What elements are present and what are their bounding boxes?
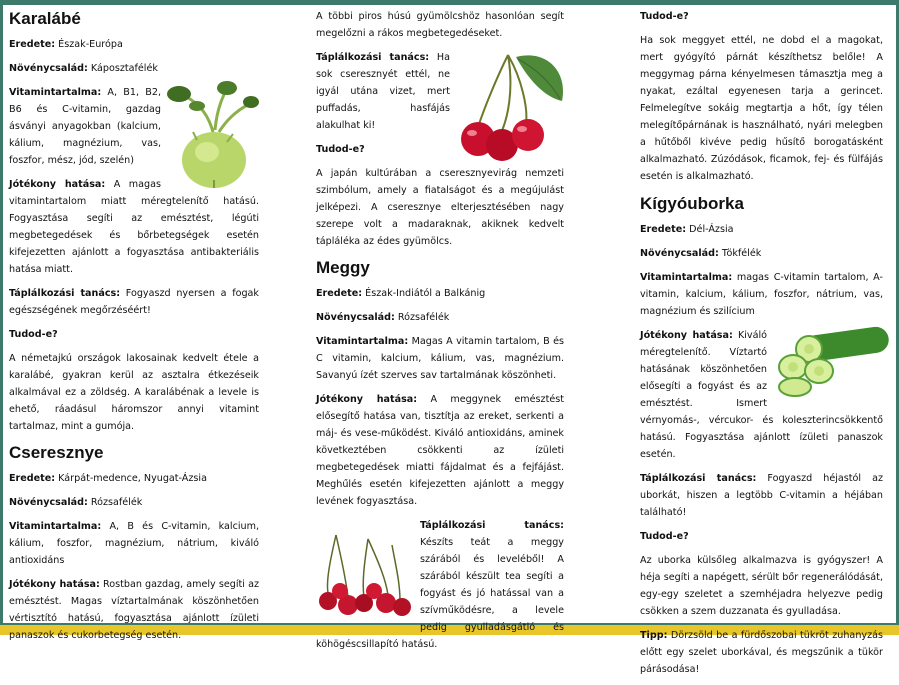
- cseresznye-benefit: Jótékony hatása: Rostban gazdag, amely segíti az emésztést. Magas víztartalmának köszönhetően vértisztító hatású, fogyasztása ajánlott ízületi panaszok és cukorbetegség esetén.: [9, 579, 259, 641]
- cseresznye-family: Növénycsalád: Rózsafélék: [9, 497, 143, 508]
- cherry-image: [456, 49, 572, 161]
- meggy-origin: Eredete: Észak-Indiától a Balkánig: [316, 288, 486, 299]
- kigyouborka-benefit: Jótékony hatása: Kiváló méregtelenítő. Víztartó hatásának köszönhetően elősegíti a fogyást és az emésztést. Ismert vérnyomás-, vércukor- és koleszterincsökkentő hatású. Fogyasztása ajánlott ízületi panaszok esetén.: [640, 330, 883, 460]
- cseresznye-vitamins: Vitamintartalma: A, B és C-vitamin, kalcium, kálium, foszfor, magnézium, nátrium, kiváló antioxidáns: [9, 521, 259, 566]
- cseresznye-origin: Eredete: Kárpát-medence, Nyugat-Ázsia: [9, 473, 207, 484]
- meggy-family: Növénycsalád: Rózsafélék: [316, 312, 450, 323]
- column-right: [640, 8, 883, 685]
- cseresznye-fact: A japán kultúrában a cseresznyevirág nemzeti szimbólum, amely a fiatalságot és a megújulást jelképezi. A cseresznye elterjesztésében nagy szerepe volt a madaraknak, akiknek kedvelt tápláléka az édes gyümölcs.: [316, 168, 564, 247]
- kigyouborka-origin: Eredete: Dél-Ázsia: [640, 224, 734, 235]
- karalabe-origin: Eredete: Észak-Európa: [9, 39, 123, 50]
- karalabe-did-you-know: Tudod-e?: [9, 329, 58, 340]
- cseresznye-did-you-know: Tudod-e?: [316, 144, 365, 155]
- karalabe-benefit: Jótékony hatása: A magas vitamintartalom miatt méregtelenítő hatású. Fogyasztása segíti az emésztést, légúti megbetegedések és bőrbetegségek esetén kifejezetten ajánlott a fogyasztása antibakteriális hatása miatt.: [9, 179, 259, 275]
- cseresznye-intro: A többi piros húsú gyümölcshöz hasonlóan segít megelőzni a rákos megbetegedéseket.: [316, 11, 564, 39]
- section-title-meggy: Meggy: [316, 258, 370, 277]
- column-middle: [316, 8, 564, 660]
- section-title-karalabe: Karalábé: [9, 9, 81, 28]
- meggy-benefit: Jótékony hatása: A meggynek emésztést elősegítő hatása van, tisztítja az ereket, serkenti a máj- és vese-működést. Kiváló antioxidáns, aminek következtében csökkenti az ízületi megbetegedések miatti fájdalmat és a fejfájást. Meghűlés esetén kifejezetten ajánlott a meggy levének fogyasztása.: [316, 394, 564, 507]
- cseresznye-tip: Táplálkozási tanács: Ha sok cseresznyét ettél, ne igyál utána vizet, mert puffadás, hasfájás alakulhat ki!: [316, 52, 450, 131]
- kigyouborka-hint: Tipp: Dörzsöld be a fürdőszobai tükröt zuhanyzás előtt egy szelet uborkával, és megszűnik a tükör párásodása!: [640, 630, 883, 675]
- cucumber-image: [773, 327, 889, 401]
- meggy-fact: Ha sok meggyet ettél, ne dobd el a magokat, mert gyógyító párnát készíthetsz belőle! A meggymag párna kényelmesen támasztja meg a nyakat, ezáltal egyenesen tarja a gerincet. Felmelegítve sokáig megtartja a hőt, így télen melegítőpárnának is használható, nyári melegben a hűtőből kivéve pedig hűsítő borogatásként alkalmazható. Zúzódások, ficamok, fej- és fülfájás esetén is alkalmazható.: [640, 35, 883, 182]
- karalabe-tip: Táplálkozási tanács: Fogyaszd nyersen a fogak egészségének megőrzéséért!: [9, 288, 259, 316]
- meggy-tip: Táplálkozási tanács: Készíts teát a meggy szárából és leveléből! A szárából készült tea segíti a fogyást és jó hatással van a szívműködésre, a levele pedig gyulladásgátló és köhögéscsillapító hatású.: [316, 520, 564, 650]
- column-left: [9, 8, 259, 651]
- karalabe-vitamins: Vitamintartalma: A, B1, B2, B6 és C-vitamin, gazdag ásványi anyagokban (kalcium, kálium, magnézium, vas, foszfor, mész, jód, szelén): [9, 87, 161, 166]
- kigyouborka-family: Növénycsalád: Tökfélék: [640, 248, 762, 259]
- kigyouborka-fact: Az uborka külsőleg alkalmazva is gyógyszer! A héja segíti a napégett, sérült bőr regenerálódását, egy-egy szeletet a szemhéjadra helyezve pedig csökken a szem duzzanata és gyulladása.: [640, 555, 883, 617]
- top-border: [0, 0, 899, 5]
- section-title-kigyouborka: Kígyóuborka: [640, 194, 744, 213]
- karalabe-family: Növénycsalád: Káposztafélék: [9, 63, 158, 74]
- meggy-vitamins: Vitamintartalma: Magas A vitamin tartalom, B és C vitamin, kalcium, kálium, vas, magnézium. Savanyú ízét szerves sav tartalmának köszönheti.: [316, 336, 564, 381]
- left-border: [0, 0, 3, 635]
- kigyouborka-vitamins: Vitamintartalma: magas C-vitamin tartalom, A-vitamin, kalcium, kálium, foszfor, nátrium, vas, magnézium és szilícium: [640, 272, 883, 317]
- kigyouborka-tip: Táplálkozási tanács: Fogyaszd héjastól az uborkát, hiszen a legtöbb C-vitamin a héjában található!: [640, 473, 883, 518]
- meggy-did-you-know: Tudod-e?: [640, 11, 689, 22]
- sour-cherry-image: [316, 531, 412, 623]
- karalabe-fact: A németajkú országok lakosainak kedvelt étele a karalábé, gyakran kerül az asztalra étkezéseik alkalmával ez a zöldség. A karalábénak a levele is ehető, ráadásul háromszor annyi vitamint tartalmaz, mint a gumója.: [9, 353, 259, 432]
- kigyouborka-did-you-know: Tudod-e?: [640, 531, 689, 542]
- kohlrabi-image: [167, 80, 259, 190]
- section-title-cseresznye: Cseresznye: [9, 443, 104, 462]
